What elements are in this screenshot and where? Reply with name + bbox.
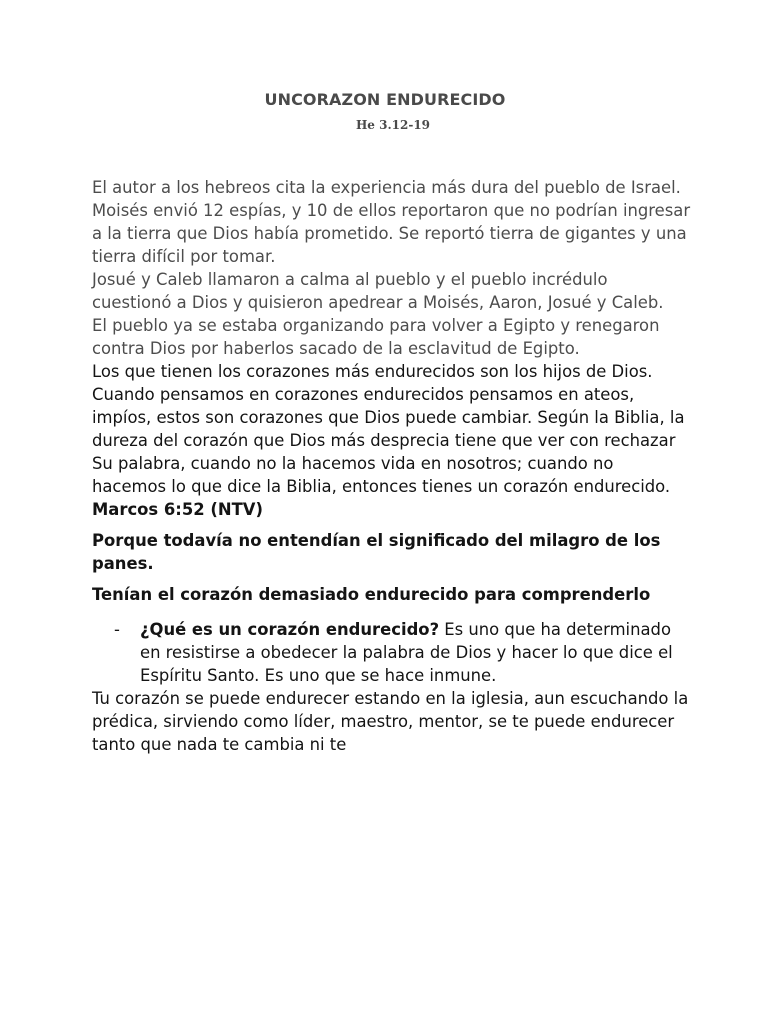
intro-paragraph-4: El pueblo ya se estaba organizando para volver a Egipto y renegaron contra Dios por haberlos sacado de la esclavitud de Egipto. [92,316,660,358]
verse-line-1: Porque todavía no entendían el significado del milagro de los panes. [92,531,661,573]
bullet-marker: - [114,620,120,639]
bullet-answer: Es uno que ha determinado en resistirse a obedecer la palabra de Dios y hacer lo que dice el Espíritu Santo. Es uno que se hace inmune. [140,620,673,685]
intro-paragraph-1: El autor a los hebreos cita la experiencia más dura del pueblo de Israel. [92,178,681,197]
document-body [92,176,692,756]
document-title: UNCORAZON ENDURECIDO [264,90,506,109]
intro-paragraph-2: Moisés envió 12 espías, y 10 de ellos reportaron que no podrían ingresar a la tierra que Dios había prometido. Se reportó tierra de gigantes y una tierra difícil por tomar. [92,201,691,266]
intro-paragraph-3: Josué y Caleb llamaron a calma al pueblo y el pueblo incrédulo cuestionó a Dios y quisieron apedrear a Moisés, Aaron, Josué y Caleb. [92,270,664,312]
closing-paragraph: Tu corazón se puede endurecer estando en la iglesia, aun escuchando la prédica, sirviendo como líder, maestro, mentor, se te puede endurecer tanto que nada te cambia ni te [92,689,689,754]
main-paragraph: Los que tienen los corazones más endurecidos son los hijos de Dios. Cuando pensamos en corazones endurecidos pensamos en ateos, impíos, estos son corazones que Dios puede cambiar. Según la Biblia, la dureza del corazón que Dios más desprecia tiene que ver con rechazar Su palabra, cuando no la hacemos vida en nosotros; cuando no hacemos lo que dice la Biblia, entonces tienes un corazón endurecido. [92,362,685,496]
bullet-text [140,618,692,687]
scripture-reference: Marcos 6:52 (NTV) [92,500,263,519]
bullet-question: ¿Qué es un corazón endurecido? [140,620,440,639]
bullet-item [92,618,692,687]
bible-reference: He 3.12-19 [355,118,431,132]
verse-line-2: Tenían el corazón demasiado endurecido para comprenderlo [92,585,651,604]
